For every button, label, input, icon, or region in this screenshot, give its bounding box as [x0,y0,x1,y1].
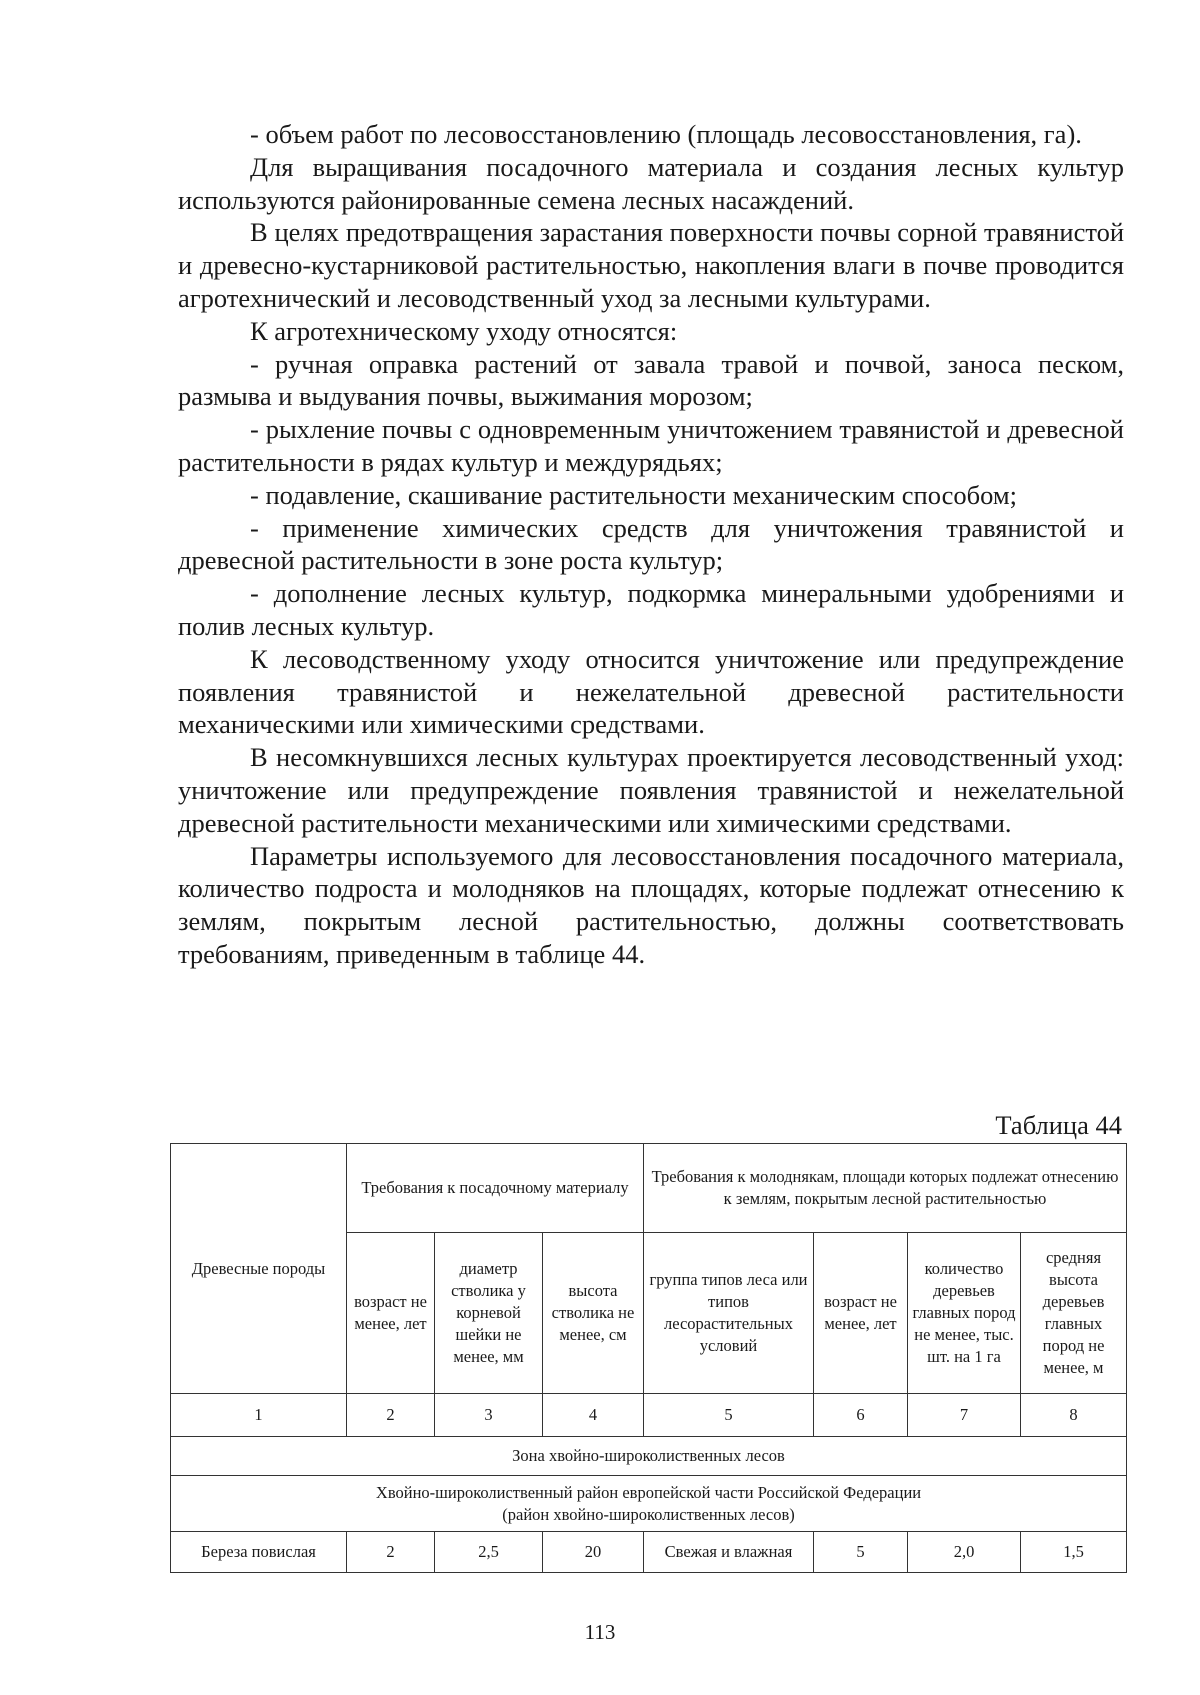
paragraph: - рыхление почвы с одновременным уничтожением травянистой и древесной растительности в рядах культур и междурядьях; [178,414,1124,477]
species-header: Древесные породы [171,1144,347,1394]
requirements-table [170,1143,1127,1573]
region-line: (район хвойно-широколиственных лесов) [502,1504,795,1524]
table-cell: 2,0 [908,1532,1021,1573]
table-cell: Береза повислая [171,1532,347,1573]
young-stands-header: Требования к молоднякам, площади которых подлежат отнесению к землям, покрытым лесной растительностью [644,1144,1127,1233]
region-row [171,1476,1127,1532]
column-number: 3 [435,1394,543,1437]
table-cell: 2 [347,1532,435,1573]
paragraph: - ручная оправка растений от завала травой и почвой, заноса песком, размыва и выдувания почвы, выжимания морозом; [178,348,1124,412]
subheader-cell: группа типов леса или типов лесорастительных условий [644,1233,814,1394]
column-number: 6 [814,1394,908,1437]
planting-material-header: Требования к посадочному материалу [347,1144,644,1233]
paragraph: В несомкнувшихся лесных культурах проектируется лесоводственный уход: уничтожение или предупреждение появления травянистой и нежелательной древесной растительности механическими или химическими средствами. [178,742,1124,838]
region-line: Хвойно-широколиственный район европейской части Российской Федерации [375,1482,922,1502]
table-cell: 5 [814,1532,908,1573]
column-number: 2 [347,1394,435,1437]
subheader-cell: количество деревьев главных пород не менее, тыс. шт. на 1 га [908,1233,1021,1394]
subheader-cell: средняя высота деревьев главных пород не менее, м [1021,1233,1127,1394]
column-number: 5 [644,1394,814,1437]
paragraph: В целях предотвращения зарастания поверхности почвы сорной травянистой и древесно-кустарниковой растительностью, накопления влаги в почве проводится агротехнический и лесоводственный уход за лесными культурами. [178,217,1124,313]
subheader-cell: высота стволика не менее, см [543,1233,644,1394]
column-number-row [171,1394,1127,1437]
column-number: 4 [543,1394,644,1437]
column-number: 1 [171,1394,347,1437]
paragraph: - объем работ по лесовосстановлению (площадь лесовосстановления, га). [250,119,1082,149]
table-cell: Свежая и влажная [644,1532,814,1573]
zone-row: Зона хвойно-широколиственных лесов [171,1437,1127,1476]
table-cell: 20 [543,1532,644,1573]
table-cell: 1,5 [1021,1532,1127,1573]
paragraph: - дополнение лесных культур, подкормка минеральными удобрениями и полив лесных культур. [178,578,1124,641]
paragraph: К агротехническому уходу относятся: [250,315,678,346]
paragraph: - применение химических средств для уничтожения травянистой и древесной растительности в зоне роста культур; [178,512,1124,576]
subheader-cell: возраст не менее, лет [814,1233,908,1394]
table-cell: 2,5 [435,1532,543,1573]
paragraph: - подавление, скашивание растительности механическим способом; [250,479,1017,510]
paragraph: Для выращивания посадочного материала и создания лесных культур используются районированные семена лесных насаждений. [178,151,1124,215]
table-caption: Таблица 44 [995,1110,1122,1140]
paragraph: Параметры используемого для лесовосстановления посадочного материала, количество подроста и молодняков на площадях, которые подлежат отнесению к землям, покрытым лесной растительностью, должны соответствовать требованиям, приведенным в таблице 44. [178,840,1124,969]
column-number: 8 [1021,1394,1127,1437]
paragraph: К лесоводственному уходу относится уничтожение или предупреждение появления травянистой и нежелательной древесной растительности механическими или химическими средствами. [178,643,1124,740]
subheader-cell: возраст не менее, лет [347,1233,435,1394]
column-number: 7 [908,1394,1021,1437]
body-text [178,118,1124,971]
subheader-cell: диаметр стволика у корневой шейки не менее, мм [435,1233,543,1394]
table-row [171,1532,1127,1573]
page-number: 113 [584,1620,616,1644]
